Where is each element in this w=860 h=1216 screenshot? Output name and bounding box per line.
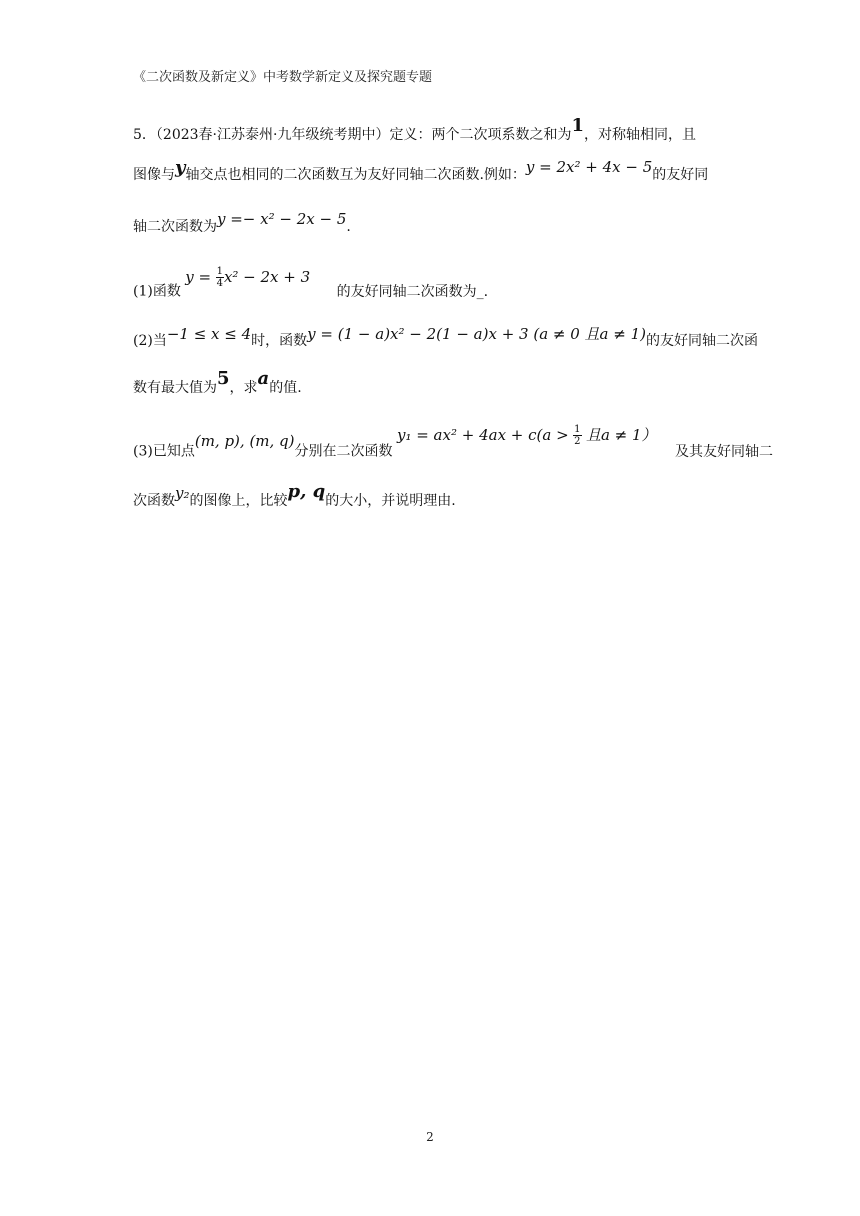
part-3-text: 的图像上，比较 [189,493,288,509]
fraction-denominator: 2 [574,436,581,447]
part-3-text: 分别在二次函数 [294,443,393,460]
part-3-text: 次函数 [133,493,175,509]
part-3-text: 的大小，并说明理由. [325,493,456,509]
part-1 [133,266,489,303]
problem-intro-line-3 [133,210,351,237]
fraction-denominator: 4 [216,278,223,289]
intro-text: . [346,219,351,235]
part-2-function: y = (1 − a)x² − 2(1 − a)x + 3 (a ≠ 0 且a ≠ 1) [307,325,646,343]
example-function: y = 2x² + 4x − 5 [525,158,653,176]
part-2-text: ，求 [229,380,258,396]
problem-intro-line-1 [133,115,696,145]
page-number: 2 [426,1130,434,1144]
part-3-label: (3)已知点 [133,443,195,460]
intro-text: 的友好同 [652,167,709,183]
part-3-points: (m, p), (m, q) [194,431,295,450]
part-3-text: 及其友好同轴二 [675,443,773,460]
part-2-text: 时，函数 [251,333,308,349]
problem-intro-line-2 [133,157,709,185]
fraction-one-half [573,424,581,447]
part-2-text: 的值. [269,380,302,396]
part-2-line-1 [133,325,758,351]
part-3-fn-rhs: 且a ≠ 1） [585,425,657,444]
part-3-fn-lhs: y₁ = ax² + 4ax + c(a > [396,425,569,444]
part-2-line-2 [133,368,302,398]
part-2-var-a: a [257,368,270,389]
part-3-line-2 [133,481,456,511]
intro-one: 1 [571,115,584,136]
part-3-line-1 [133,424,773,463]
fraction-one-quarter [216,266,224,289]
part-1-question: 的友好同轴二次函数为_. [336,283,489,300]
intro-text: 图像与 [133,167,175,183]
part-1-function [185,266,314,289]
example-friend-function: y =− x² − 2x − 5 [217,210,347,228]
part-3-function [396,424,661,447]
intro-y-var: y [175,157,186,178]
page-header: 《二次函数及新定义》中考数学新定义及探究题专题 [133,70,433,85]
part-2-text: 数有最大值为 [133,380,217,396]
part-3-y2: y₂ [175,484,190,502]
part-2-range: −1 ≤ x ≤ 4 [166,325,252,343]
part-3-pq: p, q [287,481,326,502]
problem-source: （2023春·江苏泰州·九年级统考期中） [155,127,390,143]
part-2-text: 的友好同轴二次函 [646,333,758,349]
intro-text: 定义：两个二次项系数之和为 [389,127,572,143]
fraction-numerator: 1 [216,266,223,277]
intro-text: 轴交点也相同的二次函数互为友好同轴二次函数.例如： [185,167,526,183]
fraction-numerator: 1 [574,424,581,435]
intro-text: 轴二次函数为 [133,219,217,235]
part-1-fn-rhs: x² − 2x + 3 [223,267,311,286]
part-1-label: (1)函数 [133,283,181,300]
part-2-max-value: 5 [217,368,230,389]
problem-number: 5． [133,127,156,143]
part-2-label: (2)当 [133,333,167,349]
intro-text: ，对称轴相同，且 [583,127,696,143]
part-1-fn-lhs: y = [185,267,212,286]
